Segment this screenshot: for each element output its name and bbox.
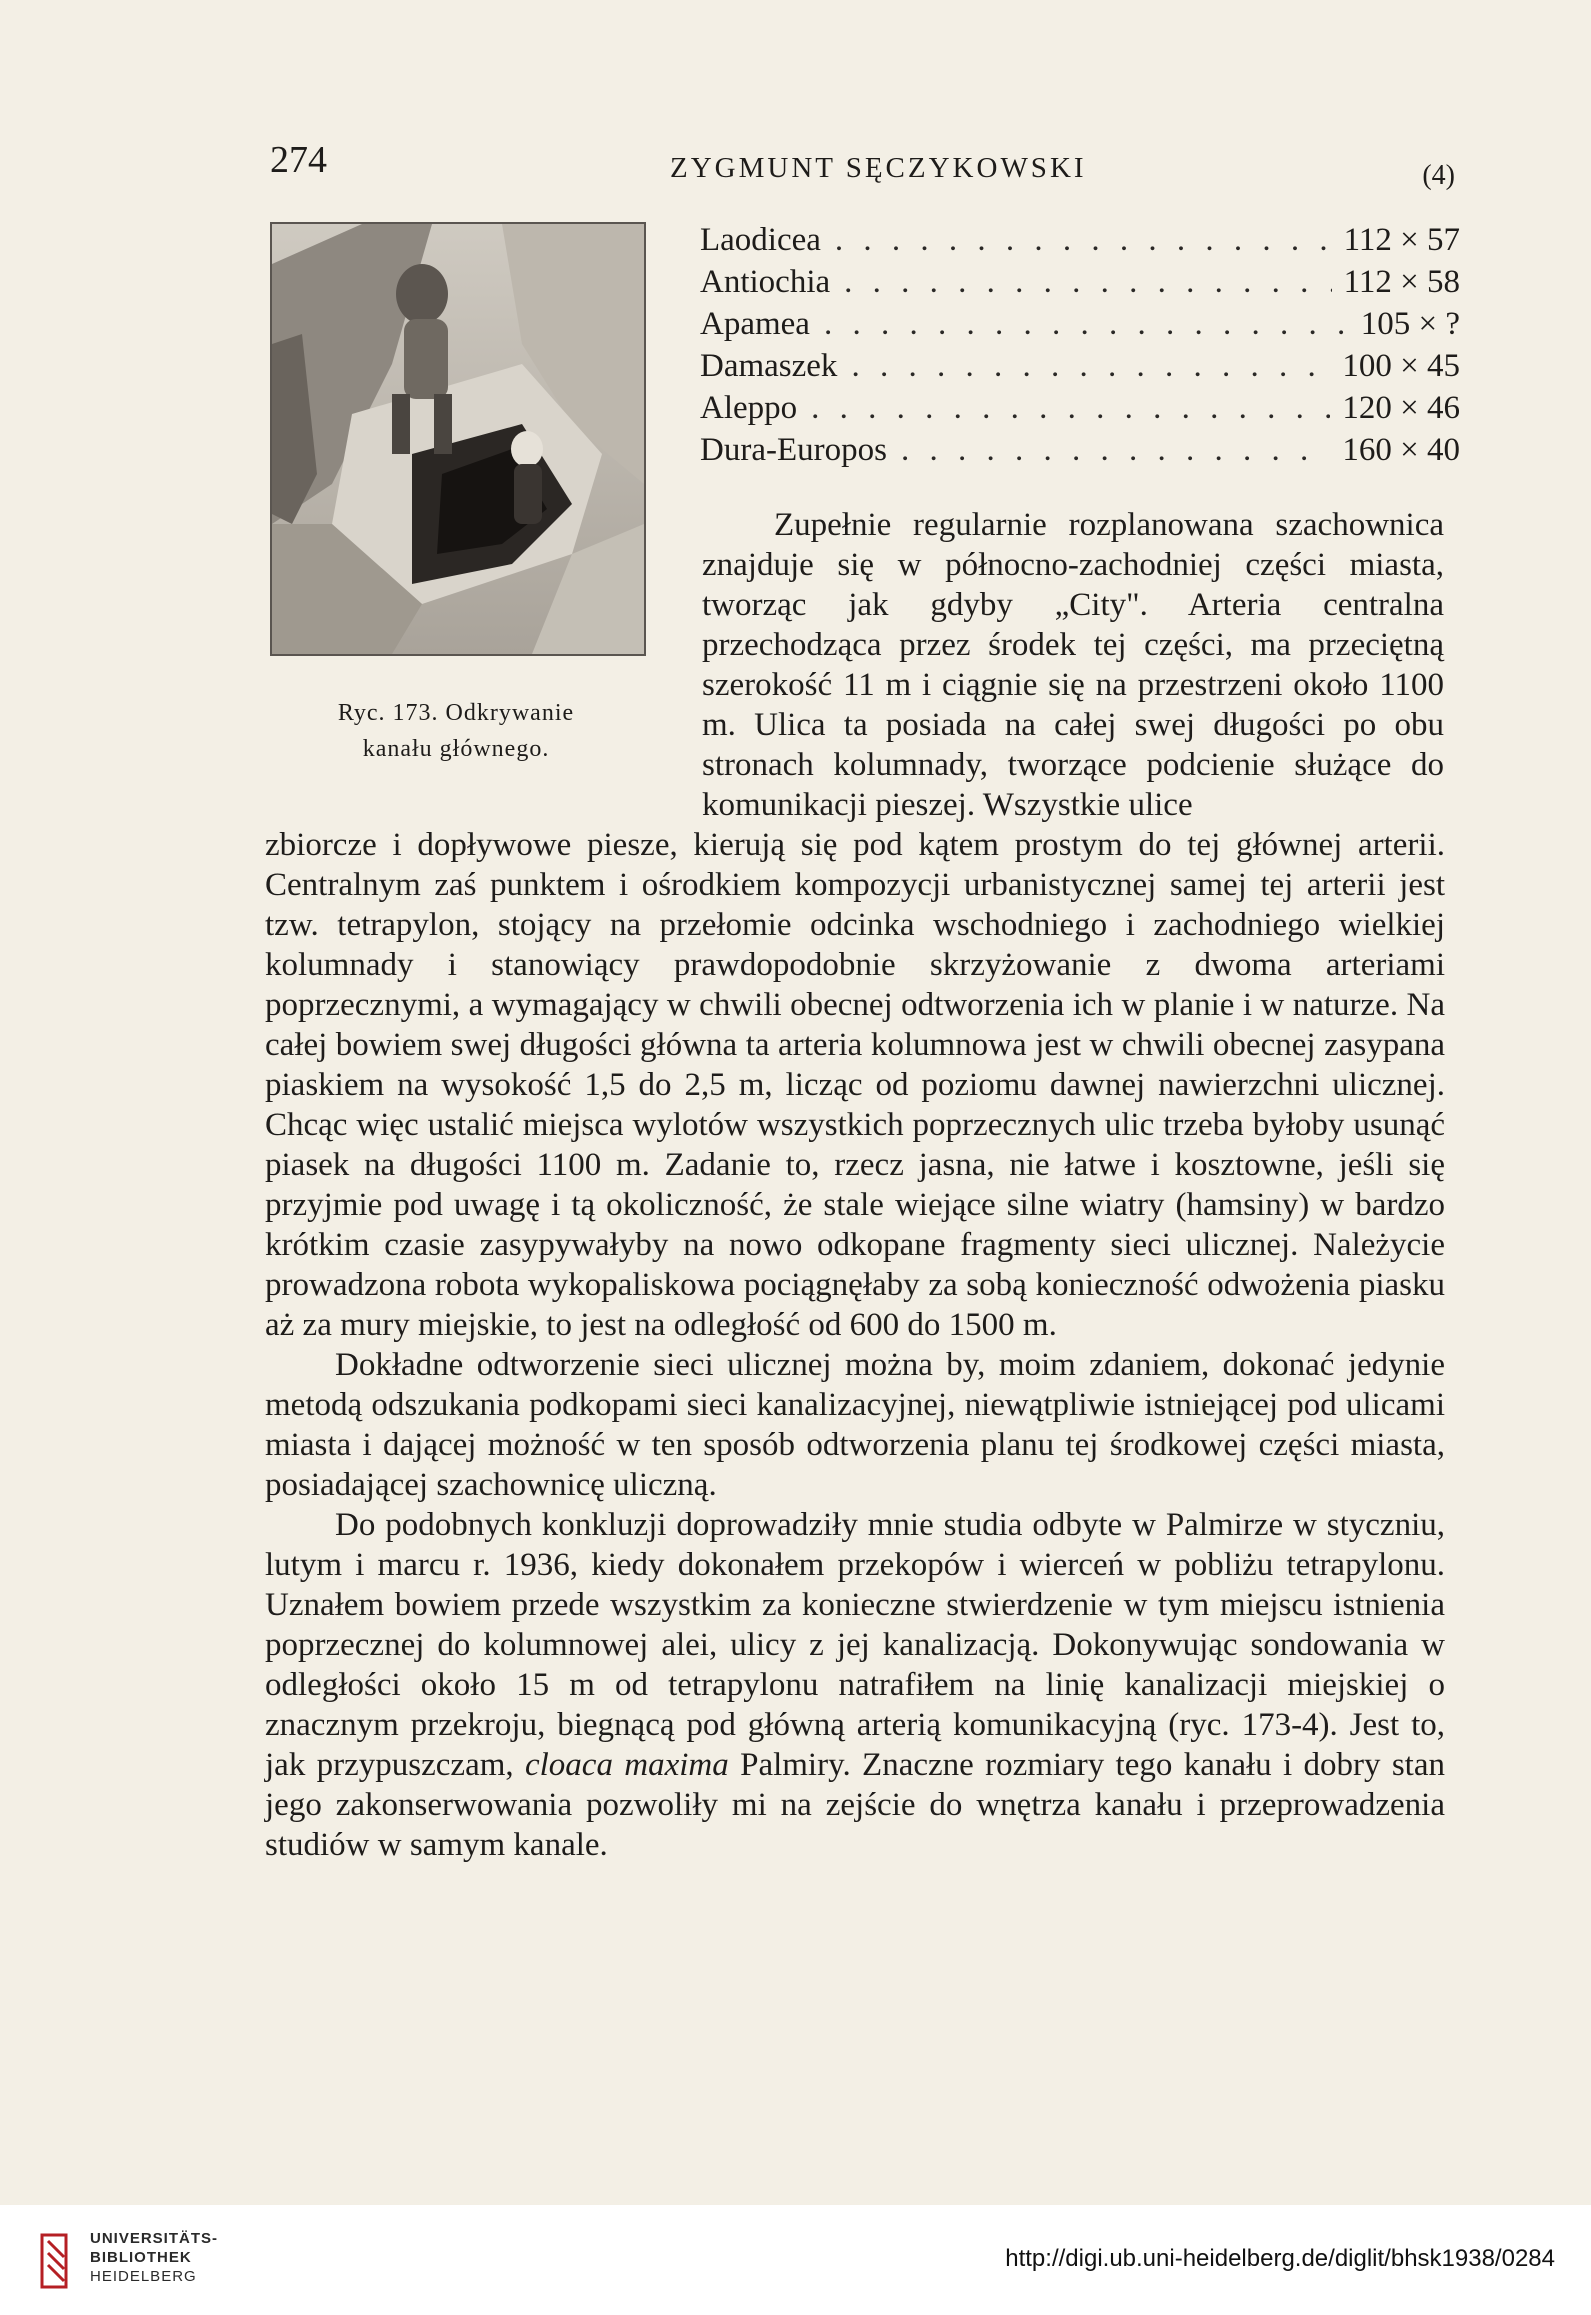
dot-leader xyxy=(851,348,1330,385)
paragraph: Dokładne odtworzenie sieci ulicznej można by, moim zdaniem, dokonać jedynie metodą odszukania podkopami sieci kanalizacyjnej, niewątpliwie istniejącej pod ulicami miasta i dającej możność w ten sposób odtworzenia planu tej środkowej części miasta, posiadającej szachownicę uliczną. xyxy=(265,1347,1445,1503)
library-name xyxy=(90,2229,218,2286)
running-head: ZYGMUNT SĘCZYKOWSKI xyxy=(670,152,1087,184)
body-text xyxy=(265,505,1445,1865)
paragraph-text: Do podobnych konkluzji doprowadziły mnie studia odbyte w Palmirze w styczniu, lutym i marcu r. 1936, kiedy dokonałem przekopów i wierceń w pobliżu tetrapylonu. Uznałem bowiem przede wszystkim za konieczne stwierdzenie w tym miejscu istnienia poprzecznej do kolumnowej alei, ulicy z jej kanalizacją. Dokonywując sondowania w odległości około 15 m od tetrapylonu natrafiłem na linię kanalizacji miejskiej o znacznym przekroju, biegnącą pod główną arterią komunikacyjną (ryc. 173-4). Jest to, jak przypuszczam, xyxy=(265,1507,1445,1783)
table-row xyxy=(700,432,1460,474)
page-header xyxy=(270,138,1455,198)
library-name-line: BIBLIOTHEK xyxy=(90,2249,192,2266)
city-name: Aleppo xyxy=(700,390,798,426)
dot-leader xyxy=(901,432,1330,469)
dot-leader xyxy=(844,264,1331,301)
street-dimensions: 100 × 45 xyxy=(1342,348,1460,384)
library-name-line: UNIVERSITÄTS- xyxy=(90,2230,219,2247)
italic-term: cloaca maxima xyxy=(524,1747,729,1783)
street-dimensions: 105 × ? xyxy=(1360,306,1460,342)
paragraph xyxy=(265,1505,1445,1865)
street-dimensions: 120 × 46 xyxy=(1342,390,1460,426)
caption-line: kanału głównego. xyxy=(362,736,550,762)
dot-leader xyxy=(824,306,1349,343)
section-mark: (4) xyxy=(1422,160,1455,191)
table-row xyxy=(700,348,1460,390)
dot-leader xyxy=(835,222,1332,259)
dot-leader xyxy=(811,390,1330,427)
street-dimensions: 112 × 58 xyxy=(1343,264,1460,300)
table-row xyxy=(700,264,1460,306)
city-name: Apamea xyxy=(700,306,810,342)
source-url-link[interactable]: http://digi.ub.uni-heidelberg.de/diglit/bhsk1938/0284 xyxy=(1005,2245,1555,2272)
city-name: Damaszek xyxy=(700,348,838,384)
street-dimensions-table xyxy=(700,222,1460,474)
paragraph: zbiorcze i dopływowe piesze, kierują się pod kątem prostym do tej głównej arterii. Centralnym zaś punktem i ośrodkiem kompozycji urbanistycznej samej tej arterii jest tzw. tetrapylon, stojący na przełomie odcinka wschodniego i zachodniego wielkiej kolumnady i stanowiący prawdopodobnie skrzyżowanie z dwoma arteriami poprzecznymi, a wymagający w chwili obecnej odtworzenia ich w planie i w naturze. Na całej bowiem swej długości główna ta arteria kolumnowa jest w chwili obecnej zasypana piaskiem na wysokość 1,5 do 2,5 m, licząc od poziomu dawnej nawierzchni ulicznej. Chcąc więc ustalić miejsca wylotów wszystkich poprzecznych ulic trzeba byłoby usunąć piasek na długości 1100 m. Zadanie to, rzecz jasna, nie łatwe i kosztowne, jeśli się przyjmie pod uwagę i tą okoliczność, że stale wiejące silne wiatry (hamsiny) w bardzo krótkim czasie zasypywałyby na nowo odkopane fragmenty sieci ulicznej. Należycie prowadzona robota wykopaliskowa pociągnęłaby za sobą konieczność odwożenia piasku aż za mury miejskie, to jest na odległość od 600 do 1500 m. xyxy=(265,827,1445,1343)
caption-line: Ryc. 173. Odkrywanie xyxy=(337,700,575,726)
city-name: Dura-Europos xyxy=(700,432,887,468)
street-dimensions: 112 × 57 xyxy=(1343,222,1460,258)
street-dimensions: 160 × 40 xyxy=(1342,432,1460,468)
digitization-footer xyxy=(0,2205,1591,2315)
paragraph-text: Palmiry. Znaczne rozmiary tego kanału i dobry stan jego zakonserwowania pozwoliły mi na zejście do wnętrza kanału i przeprowadzenia studiów w samym kanale. xyxy=(265,1747,1445,1863)
table-row xyxy=(700,390,1460,432)
paragraph: Zupełnie regularnie rozplanowana szachownica znajduje się w północno-zachodniej części miasta, tworząc jak gdyby „City". Arteria centralna przechodząca przez środek tej części, ma przeciętną szerokość 11 m i ciągnie się na przestrzeni około 1100 m. Ulica ta posiada na całej swej długości po obu stronach kolumnady, tworzące podcienie służące do komunikacji pieszej. Wszystkie ulice xyxy=(702,507,1444,823)
table-row xyxy=(700,222,1460,264)
city-name: Laodicea xyxy=(700,222,821,258)
city-name: Antiochia xyxy=(700,264,831,300)
page-number: 274 xyxy=(270,139,327,181)
table-row xyxy=(700,306,1460,348)
library-name-line: HEIDELBERG xyxy=(90,2268,197,2285)
